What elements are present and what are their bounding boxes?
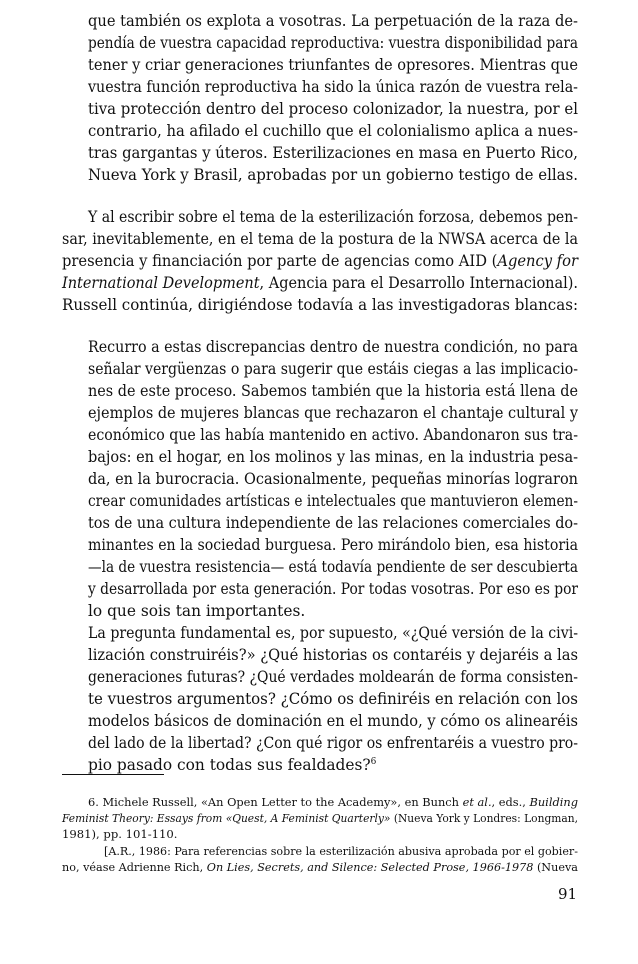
text-span: presencia y financiación por parte de agencias como AID ( bbox=[62, 252, 498, 270]
text-line: lo que sois tan importantes. bbox=[88, 602, 306, 620]
italic-span: International Development bbox=[62, 274, 260, 292]
text-span: no, véase Adrienne Rich, bbox=[62, 860, 207, 874]
text-line: del lado de la libertad? ¿Con qué rigor os enfrentaréis a vuestro pro- bbox=[88, 734, 578, 752]
text-span: 6. Michele Russell, «An Open Letter to the Academy», en Bunch bbox=[88, 795, 463, 809]
text-line: minantes en la sociedad burguesa. Pero mirándolo bien, esa historia bbox=[88, 536, 578, 554]
italic-span: On Lies, Secrets, and Silence: Selected Prose, 1966-1978 bbox=[206, 860, 534, 874]
text-span: , eds., bbox=[491, 795, 530, 809]
text-line: tras gargantas y úteros. Esterilizaciones en masa en Puerto Rico, bbox=[88, 144, 578, 162]
text-line: contrario, ha afilado el cuchillo que el colonialismo aplica a nues- bbox=[88, 122, 579, 140]
text-line bbox=[62, 251, 578, 271]
footnote-line bbox=[62, 810, 578, 826]
text-line: señalar vergüenzas o para sugerir que estáis ciegas a las implicacio- bbox=[88, 360, 578, 378]
text-span: (Nueva York y Londres: Longman, bbox=[390, 811, 578, 825]
footnote-rule bbox=[62, 774, 164, 775]
text-line: tos de una cultura independiente de las relaciones comerciales do- bbox=[88, 514, 579, 532]
text-line: pendía de vuestra capacidad reproductiva: vuestra disponibilidad para bbox=[88, 34, 578, 52]
text-line: ejemplos de mujeres blancas que rechazaron el chantaje cultural y bbox=[88, 404, 579, 422]
page-number: 91 bbox=[558, 885, 578, 903]
footnote-line: 1981), pp. 101-110. bbox=[62, 827, 178, 841]
text-line: que también os explota a vosotras. La perpetuación de la raza de- bbox=[88, 12, 578, 30]
text-line: modelos básicos de dominación en el mundo, y cómo os alinearéis bbox=[88, 712, 579, 730]
text-line: Recurro a estas discrepancias dentro de nuestra condición, no para bbox=[88, 338, 579, 356]
italic-span: Feminist Theory: Essays from «Quest, A Feminist Quarterly» bbox=[62, 811, 391, 825]
text-line bbox=[62, 273, 578, 293]
text-line: lización construiréis?» ¿Qué historias os contaréis y dejaréis a las bbox=[88, 646, 579, 664]
footnote-line: [A.R., 1986: Para referencias sobre la esterilización abusiva aprobada por el gobier- bbox=[104, 844, 578, 858]
text-line: económico que las había mantenido en activo. Abandonaron sus tra- bbox=[88, 426, 579, 444]
text-line: vuestra función reproductiva ha sido la única razón de vuestra rela- bbox=[88, 78, 578, 96]
text-line: Y al escribir sobre el tema de la esterilización forzosa, debemos pen- bbox=[88, 208, 579, 226]
text-line: tiva protección dentro del proceso colonizador, la nuestra, por el bbox=[88, 100, 578, 118]
text-line: Nueva York y Brasil, aprobadas por un gobierno testigo de ellas. bbox=[88, 166, 579, 184]
text-span: , Agencia para el Desarrollo Internacional). bbox=[259, 274, 579, 292]
text-span: (Nueva bbox=[533, 860, 578, 874]
italic-span: Building bbox=[529, 795, 578, 809]
footnote-line bbox=[88, 794, 578, 810]
italic-span: et al. bbox=[462, 795, 492, 809]
footnote-marker: 6 bbox=[370, 757, 377, 767]
text-line bbox=[88, 755, 376, 775]
text-line: La pregunta fundamental es, por supuesto, «¿Qué versión de la civi- bbox=[88, 624, 579, 642]
italic-span: Agency for bbox=[497, 252, 578, 270]
text-line: y desarrollada por esta generación. Por todas vosotras. Por eso es por bbox=[88, 580, 579, 598]
text-line: sar, inevitablemente, en el tema de la postura de la NWSA acerca de la bbox=[62, 230, 578, 248]
footnote-line bbox=[62, 859, 578, 875]
text-line: te vuestros argumentos? ¿Cómo os definiréis en relación con los bbox=[88, 690, 578, 708]
text-line: tener y criar generaciones triunfantes de opresores. Mientras que bbox=[88, 56, 579, 74]
text-line: crear comunidades artísticas e intelectuales que mantuvieron elemen- bbox=[88, 492, 579, 510]
text-line: bajos: en el hogar, en los molinos y las minas, en la industria pesa- bbox=[88, 448, 579, 466]
text-line: —la de vuestra resistencia— está todavía pendiente de ser descubierta bbox=[88, 558, 578, 576]
text-line: nes de este proceso. Sabemos también que la historia está llena de bbox=[88, 382, 578, 400]
text-line: generaciones futuras? ¿Qué verdades moldearán de forma consisten- bbox=[88, 668, 579, 686]
text-span: pio pasado con todas sus fealdades? bbox=[88, 756, 371, 774]
text-line: da, en la burocracia. Ocasionalmente, pequeñas minorías lograron bbox=[88, 470, 579, 488]
text-line: Russell continúa, dirigiéndose todavía a las investigadoras blancas: bbox=[62, 296, 579, 314]
